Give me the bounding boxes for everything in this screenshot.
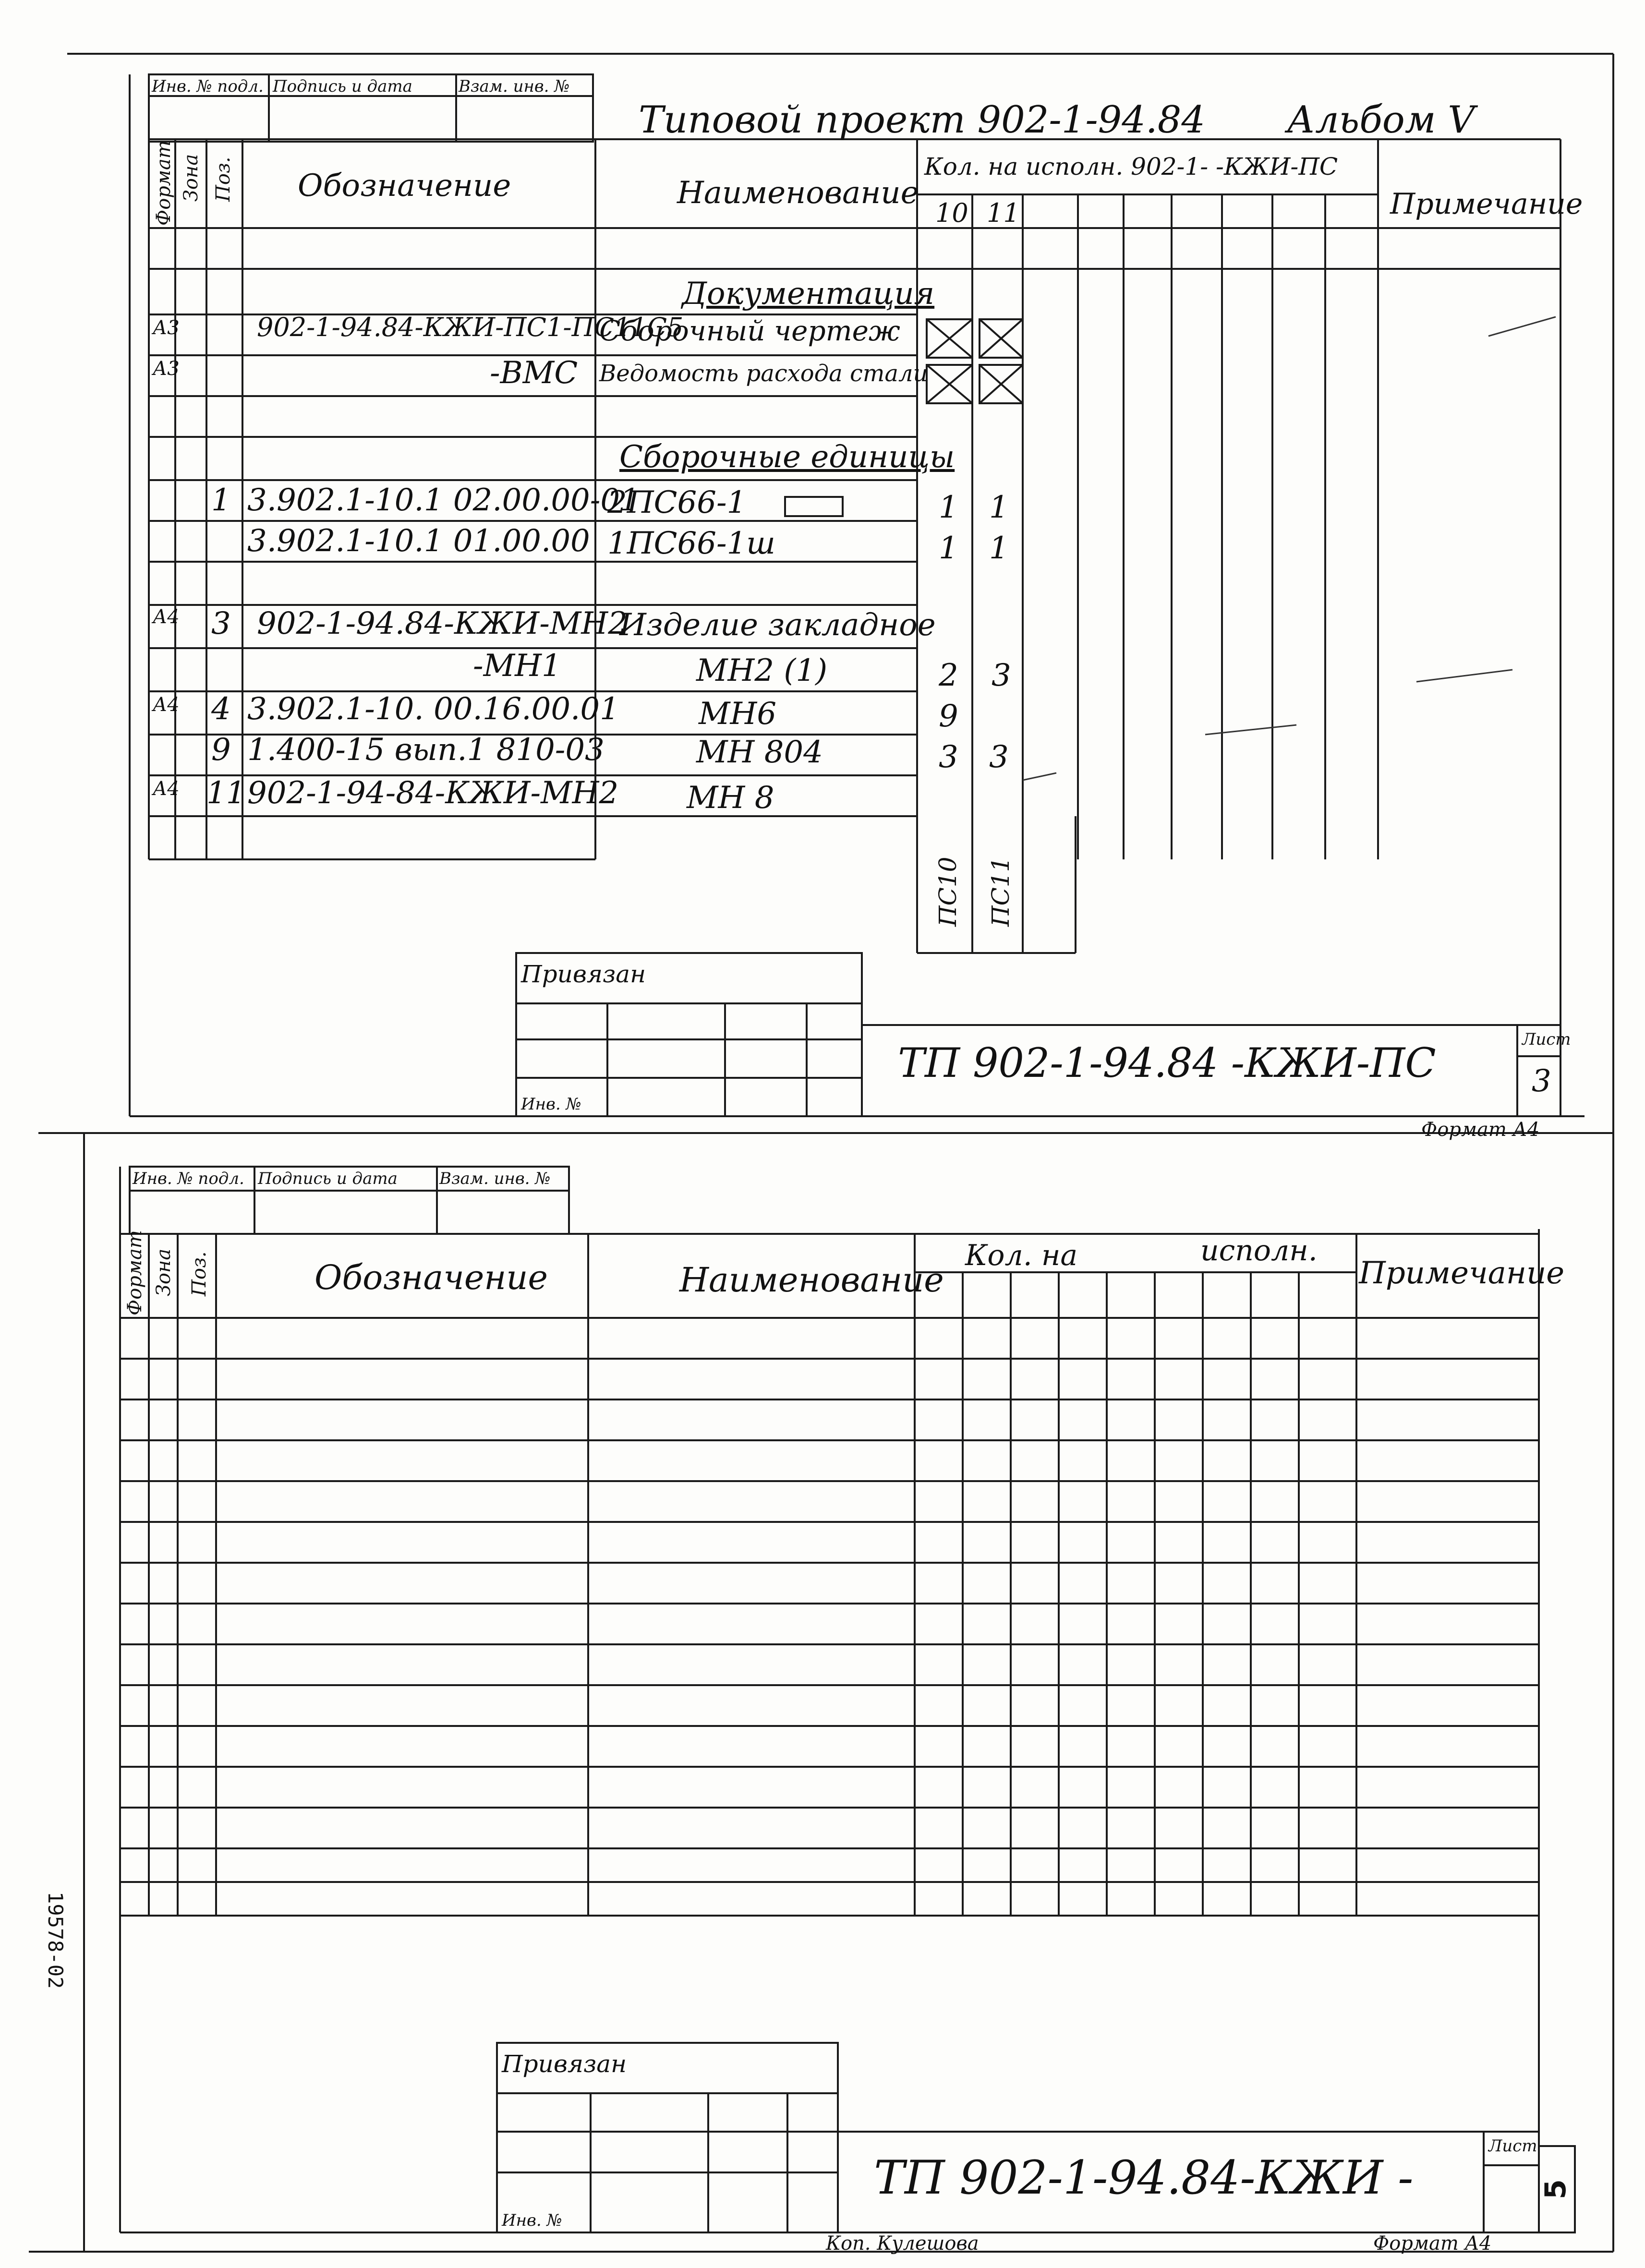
row-format: А4	[153, 778, 180, 800]
project-title: Типовой проект 902-1-94.84	[639, 98, 1205, 142]
row-name: Ведомость расхода стали	[599, 360, 928, 387]
row-name: МН 804	[696, 735, 823, 770]
header-name: Наименование	[679, 1260, 944, 1300]
row-designation: -ВМС	[490, 355, 578, 391]
row-format: А3	[153, 358, 180, 380]
header-note: Примечание	[1390, 187, 1583, 221]
bound-label: Привязан	[502, 2050, 627, 2078]
header-qty: Кол. на исполн. 902-1- -КЖИ-ПС	[924, 153, 1338, 181]
row-designation: 902-1-94.84-КЖИ-ПС1-ПС11С5	[257, 312, 684, 342]
sheet-label: Лист	[1522, 1030, 1571, 1049]
header-col-11: 11	[987, 198, 1020, 228]
row-designation: 1.400-15 вып.1 810-03	[247, 732, 605, 768]
bound-label: Привязан	[521, 960, 646, 988]
header-pos: Поз.	[188, 1251, 210, 1296]
header-col-10: 10	[935, 198, 968, 228]
row-name: 1ПС66-1ш	[607, 526, 775, 561]
row-qty-10: 1	[939, 490, 958, 525]
stamp-replace-label: Взам. инв. №	[439, 1169, 551, 1188]
row-designation: 902-1-94.84-КЖИ-МН2	[257, 606, 628, 641]
stamp-signature-label: Подпись и дата	[258, 1169, 398, 1188]
row-pos: 1	[211, 483, 231, 518]
album-label: Альбом V	[1287, 98, 1475, 142]
row-name: МН2 (1)	[696, 653, 828, 688]
header-zone: Зона	[153, 1248, 175, 1296]
side-stamp: 19578-02	[44, 1892, 67, 1989]
row-designation: 3.902.1-10.1 02.00.00-01	[247, 483, 640, 518]
row-pos: 9	[211, 732, 231, 768]
row-format: А4	[153, 694, 180, 716]
row-qty-11: 3	[989, 739, 1009, 775]
header-designation: Обозначение	[298, 168, 511, 204]
row-format: А4	[153, 606, 180, 628]
row-pos: 3	[211, 606, 231, 641]
variant-ps10: ПС10	[934, 857, 962, 927]
row-qty-10: 9	[939, 699, 958, 734]
row-name: 2ПС66-1	[607, 485, 747, 520]
stamp-signature-label: Подпись и дата	[273, 77, 412, 96]
stamp-replace-label: Взам. инв. №	[459, 77, 570, 96]
sheet-number: 3	[1532, 1063, 1551, 1099]
row-designation: -МН1	[473, 648, 561, 684]
header-format: Формат	[153, 140, 175, 226]
row-name: МН6	[699, 696, 777, 732]
row-qty-11: 3	[992, 658, 1011, 693]
row-name: МН 8	[687, 780, 774, 816]
copy-note: Коп. Кулешова	[826, 2232, 979, 2255]
stamp-inv-label: Инв. № подл.	[152, 77, 264, 96]
row-qty-10: 1	[939, 531, 958, 566]
format-label: Формат А4	[1421, 1119, 1540, 1141]
format-label: Формат А4	[1373, 2232, 1492, 2255]
inv-label: Инв. №	[502, 2211, 562, 2230]
row-designation: 3.902.1-10.1 01.00.00	[247, 523, 590, 559]
inv-label: Инв. №	[521, 1095, 581, 1114]
header-qty-right: исполн.	[1200, 1234, 1318, 1267]
stamp-inv-label: Инв. № подл.	[133, 1169, 244, 1188]
row-name: Изделие закладное	[619, 607, 936, 643]
page-number: 5	[1539, 2179, 1572, 2199]
row-pos: 4	[211, 691, 231, 727]
header-zone: Зона	[180, 154, 202, 202]
row-qty-11: 1	[989, 531, 1009, 566]
row-name: Сборочный чертеж	[599, 314, 900, 347]
header-pos: Поз.	[212, 157, 234, 202]
header-designation: Обозначение	[314, 1258, 548, 1297]
section-assembly-units: Сборочные единицы	[619, 439, 955, 475]
row-qty-10: 2	[939, 658, 958, 693]
sheet-label: Лист	[1488, 2136, 1537, 2156]
header-note: Примечание	[1359, 1255, 1565, 1291]
row-pos: 11	[206, 775, 246, 811]
section-documentation: Документация	[682, 276, 935, 312]
header-name: Наименование	[677, 175, 919, 211]
document-code: ТП 902-1-94.84-КЖИ -	[874, 2151, 1414, 2205]
header-format: Формат	[124, 1230, 146, 1315]
header-qty-left: Кол. на	[965, 1239, 1078, 1272]
variant-ps11: ПС11	[987, 857, 1015, 927]
row-format: А3	[153, 317, 180, 339]
row-designation: 902-1-94-84-КЖИ-МН2	[247, 775, 619, 811]
row-designation: 3.902.1-10. 00.16.00.01	[247, 691, 619, 727]
document-code: ТП 902-1-94.84 -КЖИ-ПС	[898, 1039, 1436, 1086]
row-qty-10: 3	[939, 739, 958, 775]
row-qty-11: 1	[989, 490, 1009, 525]
